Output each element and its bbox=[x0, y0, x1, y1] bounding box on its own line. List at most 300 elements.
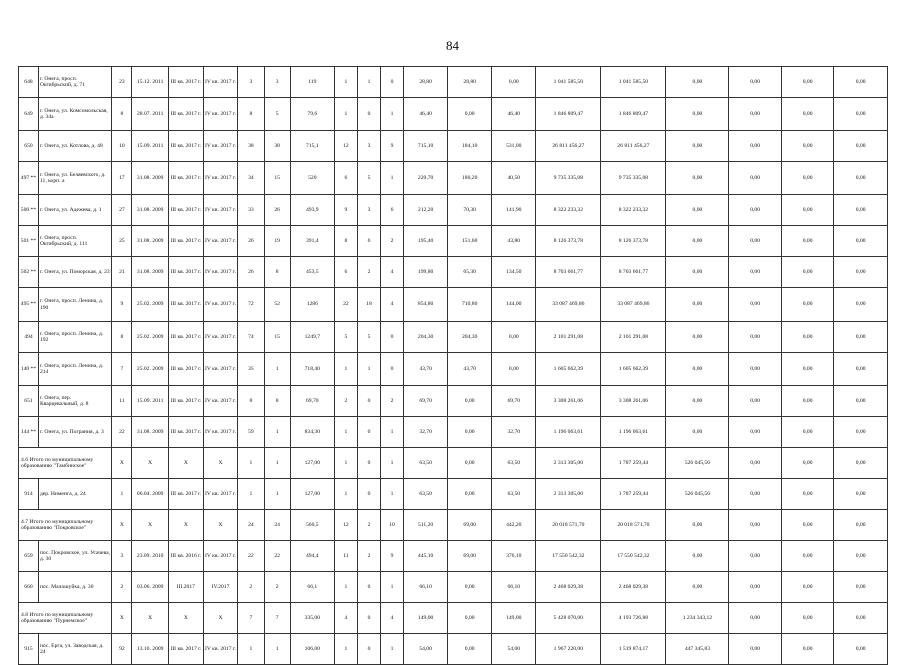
cell-c14: 65,30 bbox=[448, 257, 492, 288]
housing-table bbox=[18, 66, 888, 665]
cell-c14: 180,20 bbox=[448, 162, 492, 195]
cell-id: 915 bbox=[19, 634, 39, 665]
cell-c16: 2 313 305,00 bbox=[536, 448, 601, 479]
cell-c7: 24 bbox=[238, 510, 264, 541]
cell-c5: III кв. 2016 г. bbox=[169, 541, 204, 572]
cell-c9: 391,4 bbox=[290, 226, 334, 257]
cell-c13: 54,00 bbox=[404, 634, 448, 665]
cell-c3: 17 bbox=[112, 162, 132, 195]
cell-c6: IV кв. 2017 г. bbox=[203, 479, 238, 510]
cell-c15: 43,80 bbox=[492, 226, 536, 257]
cell-id: 502 ** bbox=[19, 257, 39, 288]
cell-c9: 66,1 bbox=[290, 572, 334, 603]
cell-c8: 2 bbox=[264, 572, 290, 603]
cell-c12: 10 bbox=[381, 510, 404, 541]
cell-c20: 0,00 bbox=[781, 603, 833, 634]
cell-c8: 1 bbox=[264, 479, 290, 510]
cell-c4: 31.08. 2009 bbox=[132, 226, 169, 257]
cell-c12: 9 bbox=[381, 131, 404, 162]
cell-c19: 0,00 bbox=[729, 386, 781, 417]
cell-c6: IV кв. 2017 г. bbox=[203, 417, 238, 448]
cell-c14: 0,00 bbox=[448, 386, 492, 417]
cell-c8: 19 bbox=[264, 226, 290, 257]
cell-c20: 0,00 bbox=[781, 417, 833, 448]
cell-c14: 0,00 bbox=[448, 98, 492, 131]
cell-c19: 0,00 bbox=[729, 322, 781, 353]
cell-c8: 8 bbox=[264, 386, 290, 417]
cell-c3: 11 bbox=[112, 386, 132, 417]
cell-label: 4.7 Итого по муниципальному образованию "Покровское" bbox=[19, 510, 112, 541]
cell-c12: 2 bbox=[381, 386, 404, 417]
cell-id: 648 bbox=[19, 67, 39, 98]
cell-c21: 0,00 bbox=[834, 131, 888, 162]
cell-c21: 0,00 bbox=[834, 448, 888, 479]
cell-c4: 15.09. 2011 bbox=[132, 131, 169, 162]
cell-c13: 199,80 bbox=[404, 257, 448, 288]
cell-c14: 184,10 bbox=[448, 131, 492, 162]
table-body bbox=[19, 67, 888, 665]
cell-c5: III кв. 2017 г. bbox=[169, 98, 204, 131]
cell-c18: 0,00 bbox=[666, 386, 729, 417]
cell-c11: 6 bbox=[357, 226, 380, 257]
table-row bbox=[19, 479, 888, 510]
cell-c9: 106,00 bbox=[290, 634, 334, 665]
cell-c20: 0,00 bbox=[781, 634, 833, 665]
cell-c10: 22 bbox=[334, 288, 357, 322]
cell-c8: 1 bbox=[264, 448, 290, 479]
summary-row bbox=[19, 603, 888, 634]
table-row bbox=[19, 634, 888, 665]
cell-c10: 8 bbox=[334, 226, 357, 257]
cell-c18: 0,00 bbox=[666, 67, 729, 98]
cell-c21: 0,00 bbox=[834, 195, 888, 226]
cell-c9: 119 bbox=[290, 67, 334, 98]
cell-c8: 24 bbox=[264, 510, 290, 541]
cell-c12: 0 bbox=[381, 67, 404, 98]
cell-c20: 0,00 bbox=[781, 353, 833, 386]
cell-c18: 447 345,83 bbox=[666, 634, 729, 665]
cell-c11: 0 bbox=[357, 572, 380, 603]
cell-c8: 5 bbox=[264, 98, 290, 131]
cell-c15: 0,00 bbox=[492, 353, 536, 386]
cell-c17: 8 126 373,78 bbox=[601, 226, 666, 257]
cell-c7: 1 bbox=[238, 448, 264, 479]
cell-c9: 520 bbox=[290, 162, 334, 195]
cell-c6: IV кв. 2017 г. bbox=[203, 131, 238, 162]
cell-c6: X bbox=[203, 510, 238, 541]
cell-c9: 493,9 bbox=[290, 195, 334, 226]
cell-c16: 1 196 063,61 bbox=[536, 417, 601, 448]
cell-c6: X bbox=[203, 603, 238, 634]
cell-c3: 10 bbox=[112, 131, 132, 162]
cell-addr: г. Онега, ул. Поморская, д. 23 bbox=[38, 257, 111, 288]
cell-c14: 70,30 bbox=[448, 195, 492, 226]
table-row bbox=[19, 98, 888, 131]
table-row bbox=[19, 386, 888, 417]
cell-c8: 1 bbox=[264, 353, 290, 386]
cell-c21: 0,00 bbox=[834, 572, 888, 603]
cell-c12: 9 bbox=[381, 541, 404, 572]
cell-addr: г. Онега, ул. Пограния, д. 3 bbox=[38, 417, 111, 448]
cell-c14: 204,30 bbox=[448, 322, 492, 353]
cell-c5: III кв. 2017 г. bbox=[169, 386, 204, 417]
cell-c11: 0 bbox=[357, 386, 380, 417]
cell-c12: 0 bbox=[381, 322, 404, 353]
cell-c14: 710,80 bbox=[448, 288, 492, 322]
cell-c20: 0,00 bbox=[781, 98, 833, 131]
cell-c7: 8 bbox=[238, 386, 264, 417]
cell-c6: IV кв. 2017 г. bbox=[203, 226, 238, 257]
cell-c18: 526 045,56 bbox=[666, 448, 729, 479]
cell-c11: 5 bbox=[357, 322, 380, 353]
cell-id: 500 ** bbox=[19, 195, 39, 226]
cell-c19: 0,00 bbox=[729, 448, 781, 479]
cell-c21: 0,00 bbox=[834, 510, 888, 541]
cell-c4: 03.06. 2009 bbox=[132, 572, 169, 603]
cell-addr: г. Онега, ул. Комсомольская, д. 34а bbox=[38, 98, 111, 131]
cell-c12: 1 bbox=[381, 448, 404, 479]
cell-c13: 32,70 bbox=[404, 417, 448, 448]
cell-c6: IV кв. 2017 г. bbox=[203, 98, 238, 131]
cell-c14: 0,00 bbox=[448, 572, 492, 603]
cell-c12: 4 bbox=[381, 257, 404, 288]
cell-c20: 0,00 bbox=[781, 226, 833, 257]
cell-c16: 3 308 261,06 bbox=[536, 386, 601, 417]
cell-c14: 0,00 bbox=[448, 603, 492, 634]
cell-addr: г. Онега, просп. Октябрьский, д. 111 bbox=[38, 226, 111, 257]
cell-c5: III кв. 2017 г. bbox=[169, 288, 204, 322]
cell-c11: 18 bbox=[357, 288, 380, 322]
cell-c7: 7 bbox=[238, 603, 264, 634]
cell-c10: 2 bbox=[334, 386, 357, 417]
cell-c10: 1 bbox=[334, 353, 357, 386]
table-row bbox=[19, 417, 888, 448]
cell-c16: 26 811 456,27 bbox=[536, 131, 601, 162]
cell-c12: 1 bbox=[381, 572, 404, 603]
cell-c5: III кв. 2017 г. bbox=[169, 257, 204, 288]
cell-c17: 1 605 662,39 bbox=[601, 353, 666, 386]
cell-c15: 144,00 bbox=[492, 288, 536, 322]
table-row bbox=[19, 226, 888, 257]
cell-c11: 1 bbox=[357, 353, 380, 386]
cell-c19: 0,00 bbox=[729, 131, 781, 162]
cell-c3: 25 bbox=[112, 226, 132, 257]
cell-c7: 38 bbox=[238, 131, 264, 162]
cell-c7: 2 bbox=[238, 572, 264, 603]
cell-c7: 74 bbox=[238, 322, 264, 353]
cell-c18: 0,00 bbox=[666, 257, 729, 288]
cell-id: 140 ** bbox=[19, 353, 39, 386]
cell-c19: 0,00 bbox=[729, 417, 781, 448]
cell-c19: 0,00 bbox=[729, 572, 781, 603]
cell-c4: 31.08. 2009 bbox=[132, 257, 169, 288]
cell-c4: 31.08. 2009 bbox=[132, 162, 169, 195]
cell-c12: 1 bbox=[381, 98, 404, 131]
cell-c4: 31.08. 2009 bbox=[132, 417, 169, 448]
cell-c14: 69,00 bbox=[448, 510, 492, 541]
cell-c4: 31.08. 2009 bbox=[132, 195, 169, 226]
cell-c13: 63,50 bbox=[404, 479, 448, 510]
cell-c6: IV.2017 bbox=[203, 572, 238, 603]
cell-c9: 715,1 bbox=[290, 131, 334, 162]
cell-c19: 0,00 bbox=[729, 226, 781, 257]
cell-c6: IV кв. 2017 г. bbox=[203, 634, 238, 665]
cell-c9: 1249,7 bbox=[290, 322, 334, 353]
cell-c10: 11 bbox=[334, 541, 357, 572]
cell-c11: 2 bbox=[357, 541, 380, 572]
cell-c19: 0,00 bbox=[729, 510, 781, 541]
cell-c6: IV кв. 2017 г. bbox=[203, 257, 238, 288]
cell-c3: X bbox=[112, 448, 132, 479]
cell-c3: 3 bbox=[112, 541, 132, 572]
cell-c4: X bbox=[132, 448, 169, 479]
cell-c19: 0,00 bbox=[729, 541, 781, 572]
cell-c13: 69,70 bbox=[404, 386, 448, 417]
cell-c19: 0,00 bbox=[729, 479, 781, 510]
cell-c10: 1 bbox=[334, 98, 357, 131]
cell-c10: 12 bbox=[334, 131, 357, 162]
cell-c8: 22 bbox=[264, 541, 290, 572]
cell-c21: 0,00 bbox=[834, 386, 888, 417]
cell-c19: 0,00 bbox=[729, 195, 781, 226]
cell-c17: 1 519 874,17 bbox=[601, 634, 666, 665]
cell-c4: 25.02. 2009 bbox=[132, 322, 169, 353]
cell-c16: 2 313 305,00 bbox=[536, 479, 601, 510]
cell-c8: 15 bbox=[264, 162, 290, 195]
cell-c6: IV кв. 2017 г. bbox=[203, 67, 238, 98]
cell-c8: 15 bbox=[264, 322, 290, 353]
cell-c4: X bbox=[132, 603, 169, 634]
cell-c10: 12 bbox=[334, 510, 357, 541]
cell-c18: 0,00 bbox=[666, 288, 729, 322]
cell-c3: 8 bbox=[112, 322, 132, 353]
cell-c4: 28.07. 2011 bbox=[132, 98, 169, 131]
cell-addr: дер. Нименга, д. 24 bbox=[38, 479, 111, 510]
cell-c15: 134,50 bbox=[492, 257, 536, 288]
cell-c9: 718,40 bbox=[290, 353, 334, 386]
cell-c17: 1 846 809,47 bbox=[601, 98, 666, 131]
cell-c3: 8 bbox=[112, 98, 132, 131]
cell-addr: г. Онега, ул. Котлова, д. 48 bbox=[38, 131, 111, 162]
cell-id: 659 bbox=[19, 541, 39, 572]
cell-c21: 0,00 bbox=[834, 98, 888, 131]
cell-c21: 0,00 bbox=[834, 257, 888, 288]
cell-c7: 72 bbox=[238, 288, 264, 322]
cell-c15: 40,50 bbox=[492, 162, 536, 195]
cell-addr: г. Онега, просп. Ленина, д. 192 bbox=[38, 322, 111, 353]
cell-c12: 1 bbox=[381, 162, 404, 195]
cell-c4: 15.09. 2011 bbox=[132, 386, 169, 417]
cell-c9: 560,5 bbox=[290, 510, 334, 541]
cell-c20: 0,00 bbox=[781, 510, 833, 541]
cell-c20: 0,00 bbox=[781, 131, 833, 162]
cell-c4: 25.02. 2009 bbox=[132, 288, 169, 322]
cell-c13: 445,10 bbox=[404, 541, 448, 572]
cell-c21: 0,00 bbox=[834, 417, 888, 448]
cell-c14: 151,60 bbox=[448, 226, 492, 257]
cell-c9: 127,00 bbox=[290, 479, 334, 510]
cell-c6: IV кв. 2017 г. bbox=[203, 541, 238, 572]
cell-c4: 06.04. 2009 bbox=[132, 479, 169, 510]
cell-c16: 8 126 373,78 bbox=[536, 226, 601, 257]
cell-c11: 0 bbox=[357, 603, 380, 634]
cell-c11: 2 bbox=[357, 257, 380, 288]
cell-c7: 34 bbox=[238, 162, 264, 195]
cell-c15: 46,40 bbox=[492, 98, 536, 131]
cell-c8: 8 bbox=[264, 257, 290, 288]
cell-c5: X bbox=[169, 510, 204, 541]
cell-c8: 1 bbox=[264, 417, 290, 448]
cell-c3: 1 bbox=[112, 479, 132, 510]
cell-c11: 0 bbox=[357, 479, 380, 510]
cell-c3: 92 bbox=[112, 634, 132, 665]
cell-c11: 3 bbox=[357, 195, 380, 226]
cell-c17: 17 550 542,32 bbox=[601, 541, 666, 572]
cell-c21: 0,00 bbox=[834, 288, 888, 322]
cell-c6: IV кв. 2017 г. bbox=[203, 322, 238, 353]
cell-c9: 335,00 bbox=[290, 603, 334, 634]
cell-c14: 69,00 bbox=[448, 541, 492, 572]
cell-c9: 1286 bbox=[290, 288, 334, 322]
cell-c15: 32,70 bbox=[492, 417, 536, 448]
cell-c8: 52 bbox=[264, 288, 290, 322]
cell-c21: 0,00 bbox=[834, 353, 888, 386]
cell-c13: 212,20 bbox=[404, 195, 448, 226]
cell-c15: 69,70 bbox=[492, 386, 536, 417]
cell-c18: 0,00 bbox=[666, 541, 729, 572]
cell-c17: 1 787 259,44 bbox=[601, 479, 666, 510]
cell-id: 495 ** bbox=[19, 288, 39, 322]
cell-c11: 2 bbox=[357, 510, 380, 541]
cell-c11: 0 bbox=[357, 98, 380, 131]
cell-c20: 0,00 bbox=[781, 322, 833, 353]
cell-c9: 127,00 bbox=[290, 448, 334, 479]
cell-c19: 0,00 bbox=[729, 67, 781, 98]
cell-c10: 1 bbox=[334, 479, 357, 510]
cell-id: 649 bbox=[19, 98, 39, 131]
cell-c7: 35 bbox=[238, 353, 264, 386]
summary-row bbox=[19, 448, 888, 479]
cell-c13: 149,00 bbox=[404, 603, 448, 634]
cell-c16: 8 322 233,32 bbox=[536, 195, 601, 226]
cell-c12: 1 bbox=[381, 634, 404, 665]
cell-c18: 0,00 bbox=[666, 510, 729, 541]
cell-c17: 1 787 259,44 bbox=[601, 448, 666, 479]
cell-c6: X bbox=[203, 448, 238, 479]
cell-c5: III кв. 2017 г. bbox=[169, 195, 204, 226]
cell-c4: 23.09. 2010 bbox=[132, 541, 169, 572]
cell-c13: 195,40 bbox=[404, 226, 448, 257]
cell-c20: 0,00 bbox=[781, 572, 833, 603]
cell-c13: 715,10 bbox=[404, 131, 448, 162]
table-row bbox=[19, 131, 888, 162]
cell-c3: 23 bbox=[112, 67, 132, 98]
table-row bbox=[19, 353, 888, 386]
cell-c3: 2 bbox=[112, 572, 132, 603]
cell-addr: пос. Малошуйка, д. 30 bbox=[38, 572, 111, 603]
cell-c10: 9 bbox=[334, 195, 357, 226]
cell-c3: X bbox=[112, 603, 132, 634]
cell-c13: 204,30 bbox=[404, 322, 448, 353]
cell-c15: 149,00 bbox=[492, 603, 536, 634]
cell-addr: г. Онега, ул. Адежева, д. 1 bbox=[38, 195, 111, 226]
cell-c18: 0,00 bbox=[666, 322, 729, 353]
cell-c15: 141,90 bbox=[492, 195, 536, 226]
summary-row bbox=[19, 510, 888, 541]
cell-c17: 3 308 261,06 bbox=[601, 386, 666, 417]
cell-c20: 0,00 bbox=[781, 195, 833, 226]
cell-c16: 1 041 585,50 bbox=[536, 67, 601, 98]
cell-id: 651 bbox=[19, 386, 39, 417]
cell-c6: IV кв. 2017 г. bbox=[203, 288, 238, 322]
cell-c12: 1 bbox=[381, 417, 404, 448]
cell-c8: 26 bbox=[264, 195, 290, 226]
cell-c21: 0,00 bbox=[834, 479, 888, 510]
cell-addr: г. Онега, ул. Беляевского, д. 11, корп. а bbox=[38, 162, 111, 195]
cell-c3: X bbox=[112, 510, 132, 541]
cell-c5: III кв. 2017 г. bbox=[169, 479, 204, 510]
cell-id: 501 ** bbox=[19, 226, 39, 257]
cell-addr: г. Онега, просп. Октябрьский, д. 71 bbox=[38, 67, 111, 98]
cell-c15: 0,00 bbox=[492, 322, 536, 353]
cell-c13: 854,80 bbox=[404, 288, 448, 322]
cell-c5: III кв. 2017 г. bbox=[169, 131, 204, 162]
cell-c4: 15.12. 2011 bbox=[132, 67, 169, 98]
cell-c19: 0,00 bbox=[729, 162, 781, 195]
cell-c6: IV кв. 2017 г. bbox=[203, 162, 238, 195]
cell-c7: 22 bbox=[238, 541, 264, 572]
table-row bbox=[19, 257, 888, 288]
cell-c20: 0,00 bbox=[781, 541, 833, 572]
cell-c17: 8 322 233,32 bbox=[601, 195, 666, 226]
cell-c10: 1 bbox=[334, 634, 357, 665]
cell-c20: 0,00 bbox=[781, 67, 833, 98]
table-row bbox=[19, 162, 888, 195]
cell-c7: 26 bbox=[238, 226, 264, 257]
cell-c4: X bbox=[132, 510, 169, 541]
cell-c18: 0,00 bbox=[666, 226, 729, 257]
cell-c21: 0,00 bbox=[834, 226, 888, 257]
cell-c6: IV кв. 2017 г. bbox=[203, 386, 238, 417]
cell-c14: 28,80 bbox=[448, 67, 492, 98]
cell-c19: 0,00 bbox=[729, 257, 781, 288]
cell-c14: 0,00 bbox=[448, 479, 492, 510]
cell-c15: 531,00 bbox=[492, 131, 536, 162]
cell-c5: III кв. 2017 г. bbox=[169, 226, 204, 257]
cell-c13: 43,70 bbox=[404, 353, 448, 386]
cell-c10: 1 bbox=[334, 448, 357, 479]
cell-c16: 2 468 029,38 bbox=[536, 572, 601, 603]
cell-c12: 4 bbox=[381, 603, 404, 634]
cell-c18: 0,00 bbox=[666, 417, 729, 448]
cell-c12: 1 bbox=[381, 479, 404, 510]
cell-c21: 0,00 bbox=[834, 162, 888, 195]
cell-c17: 1 041 585,50 bbox=[601, 67, 666, 98]
cell-c20: 0,00 bbox=[781, 288, 833, 322]
cell-c21: 0,00 bbox=[834, 603, 888, 634]
cell-c13: 28,80 bbox=[404, 67, 448, 98]
cell-c20: 0,00 bbox=[781, 448, 833, 479]
cell-c16: 1 846 809,47 bbox=[536, 98, 601, 131]
cell-c4: 13.10. 2009 bbox=[132, 634, 169, 665]
cell-c10: 1 bbox=[334, 417, 357, 448]
cell-c20: 0,00 bbox=[781, 257, 833, 288]
cell-c5: III.2017 bbox=[169, 572, 204, 603]
cell-c7: 8 bbox=[238, 98, 264, 131]
cell-c7: 59 bbox=[238, 417, 264, 448]
cell-addr: пос. Ерга, ул. Заводская, д. 24 bbox=[38, 634, 111, 665]
table-row bbox=[19, 288, 888, 322]
